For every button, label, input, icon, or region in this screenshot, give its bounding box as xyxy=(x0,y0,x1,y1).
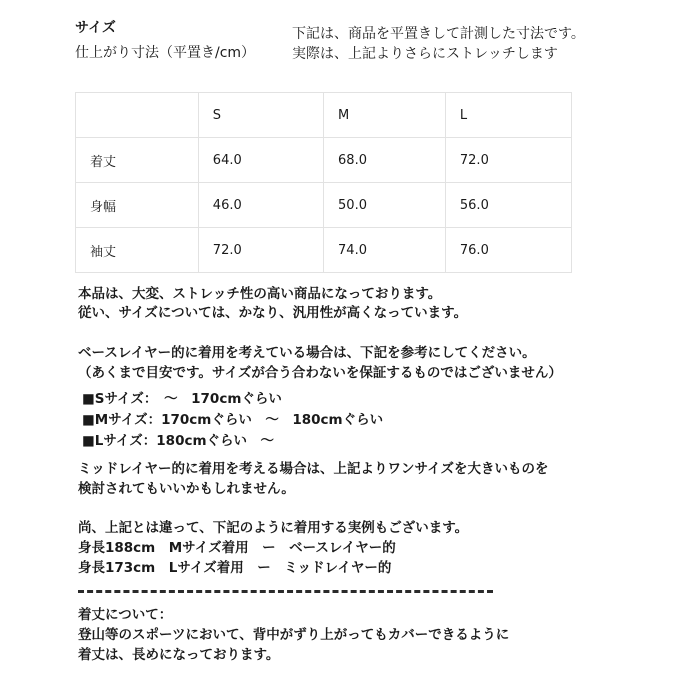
stretch-note-line: 従い、サイズについては、かなり、汎用性が高くなっています。 xyxy=(78,305,468,321)
table-cell: 56.0 xyxy=(445,183,571,228)
size-column-m: M xyxy=(324,93,446,138)
stretch-note-line: 本品は、大変、ストレッチ性の高い商品になっております。 xyxy=(78,286,442,302)
row-label-width: 身幅 xyxy=(76,183,199,228)
section-title: サイズ xyxy=(75,20,116,36)
size-guide-list xyxy=(82,390,383,453)
size-table-corner xyxy=(76,93,199,138)
length-note-title: 着丈について： xyxy=(78,607,173,623)
base-layer-note xyxy=(78,344,562,384)
mid-layer-note-line: ミッドレイヤー的に着用を考える場合は、上記よりワンサイズを大きいものを xyxy=(78,461,549,477)
mid-layer-note-line: 検討されてもいいかもしれません。 xyxy=(78,481,295,497)
size-guide-l: ■Lサイズ：180cmぐらい ～ xyxy=(82,433,275,449)
base-layer-note-line: ベースレイヤー的に着用を考えている場合は、下記を参考にしてください。 xyxy=(78,345,536,361)
stretch-note xyxy=(78,285,467,323)
size-guide-s: ■Sサイズ： ～ 170cmぐらい xyxy=(82,391,282,407)
size-column-l: L xyxy=(445,93,571,138)
measure-note-line-1: 下記は、商品を平置きして計測した寸法です。 xyxy=(292,26,585,42)
table-cell: 50.0 xyxy=(324,183,446,228)
example-note-line: 尚、上記とは違って、下記のように着用する実例もございます。 xyxy=(78,520,469,536)
table-cell: 76.0 xyxy=(445,228,571,273)
example-note-line: 身長188cm Mサイズ着用 ー ベースレイヤー的 xyxy=(78,540,396,556)
row-label-length: 着丈 xyxy=(76,138,199,183)
row-label-sleeve: 袖丈 xyxy=(76,228,199,273)
length-note-line: 着丈は、長めになっております。 xyxy=(78,647,280,663)
table-cell: 72.0 xyxy=(445,138,571,183)
base-layer-note-line: （あくまで目安です。サイズが合う合わないを保証するものではございません） xyxy=(78,365,562,381)
section-subtitle: 仕上がり寸法（平置き/cm） xyxy=(75,45,256,61)
table-cell: 74.0 xyxy=(324,228,446,273)
example-note xyxy=(78,519,468,579)
table-cell: 72.0 xyxy=(198,228,323,273)
length-note xyxy=(78,606,509,666)
table-cell: 64.0 xyxy=(198,138,323,183)
table-cell: 68.0 xyxy=(324,138,446,183)
dashed-divider xyxy=(78,590,493,593)
length-note-line: 登山等のスポーツにおいて、背中がずり上がってもカバーできるように xyxy=(78,627,510,643)
measure-note-line-2: 実際は、上記よりさらにストレッチします xyxy=(292,46,558,62)
example-note-line: 身長173cm Lサイズ着用 ー ミッドレイヤー的 xyxy=(78,560,392,576)
table-row xyxy=(76,183,572,228)
size-table-header-row xyxy=(76,93,572,138)
size-column-s: S xyxy=(198,93,323,138)
table-cell: 46.0 xyxy=(198,183,323,228)
size-table xyxy=(75,92,572,273)
table-row xyxy=(76,138,572,183)
size-guide-m: ■Mサイズ：170cmぐらい ～ 180cmぐらい xyxy=(82,412,384,428)
mid-layer-note xyxy=(78,460,548,500)
table-row xyxy=(76,228,572,273)
